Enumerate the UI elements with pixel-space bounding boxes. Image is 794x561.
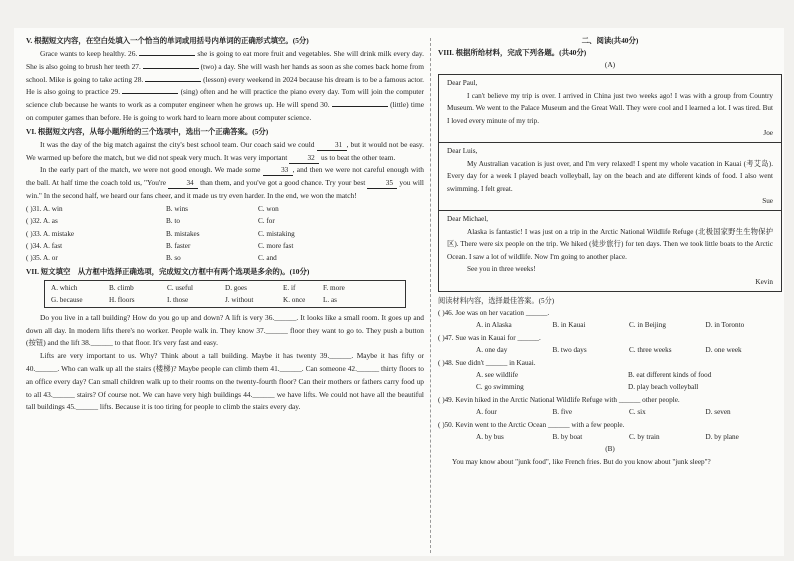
question-46 [438, 307, 782, 332]
letter-greeting: Dear Paul, [447, 79, 478, 87]
cloze-blank-32: 32 [289, 154, 319, 164]
section-6-options [26, 203, 424, 265]
section-7-title: VII. 短文填空 从方框中选择正确选项，完成短文(方框中有两个选项是多余的)。(10分) [26, 266, 310, 276]
left-column [26, 36, 424, 414]
option-row-33: ( )33. A. mistake B. mistakes C. mistaking [26, 229, 295, 238]
letters-box [438, 74, 782, 292]
question-stem: ( )50. Kevin went to the Arctic Ocean ______ with a few people. [438, 420, 625, 429]
question-options: A. four B. five C. six D. seven [476, 408, 731, 417]
cloze-blank-35: 35 [367, 179, 397, 189]
letter-body: My Australian vacation is just over, and I'm very relaxed! I spent my whole vacation in Kauai (考艾岛). Every day for a week I played beach volleyball, lay on the beach and ate different kinds of food. I also went swimming. I felt great. [447, 159, 773, 193]
answer-blank-26[interactable] [139, 55, 195, 56]
cloze-blank-33: 33 [263, 166, 293, 176]
question-options: C. go swimming D. play beach volleyball [476, 383, 699, 392]
subsection-a-label: (A) [604, 60, 616, 69]
answer-blank-29[interactable] [122, 93, 178, 94]
section-7-paragraph-1: Do you live in a tall building? How do you go up and down? A lift is very 36.______. It looks like a small room. It goes up and down all day. In modern lifts there's no worker. People walk in. They know 37.______ floor they want to go to. They push a button (按钮) and the lift 38.______ to that floor. It's very fast and easy. [26, 312, 424, 348]
question-options: A. see wildlife B. eat different kinds of food [476, 370, 712, 379]
answer-blank-28[interactable] [145, 81, 201, 82]
letter-signature: Kevin [755, 277, 773, 286]
exam-page [14, 28, 784, 556]
question-stem: ( )47. Sue was in Kauai for ______. [438, 333, 541, 342]
word-bank-box [44, 280, 406, 308]
section-7-paragraph-2: Lifts are very important to us. Why? Think about a tall building. Maybe it has twenty 39.______. Maybe it has fifty or 40.______. Who can walk up all the stairs (楼梯)? Maybe people can climb them 41.______. Can someone 42.______ thirty floors to an office every day? Can small children walk up to their rooms on the twenty-fourth floor? Can their mothers or fathers carry food up to all 43.______ stairs? Of course not. We can have very high buildings 44.______ we have lifts. We could not have all the beautiful tall buildings 45.______ lifts. Because it is too tiring for people to climb the stairs every day. [26, 351, 424, 412]
question-47 [438, 332, 782, 357]
section-6-paragraph-1: It was the day of the big match against the city's best school team. Our coach said we could 31 , but it would not be easy. We warmed up before the match, but we did not speak very much. It was very important 32 us to beat the other team. [26, 139, 424, 162]
question-options: A. in Alaska B. in Kauai C. in Beijing D. in Toronto [476, 321, 745, 330]
letter-greeting: Dear Luis, [447, 146, 478, 155]
question-stem: ( )46. Joe was on her vacation ______. [438, 308, 550, 317]
right-column [438, 36, 782, 468]
section-6-paragraph-2: In the early part of the match, we were not good enough. We made some 33 , and then we were not careful enough with the ball. At half time the coach told us, "You're 34 than them, and you've got a good chance. Try your best 35 you will win." In the second half, we heard our fans cheer, and it made us try even harder. In the end, we won the match! [26, 165, 424, 200]
column-divider [430, 38, 431, 553]
option-row-35: ( )35. A. or B. so C. and [26, 254, 277, 263]
cloze-blank-34: 34 [168, 179, 198, 189]
letter-to-michael [439, 211, 781, 291]
subsection-b-label: (B) [605, 445, 615, 454]
letter-to-paul [439, 75, 781, 143]
part-2-title: 二、阅读(共40分) [581, 36, 639, 45]
section-5-passage: Grace wants to keep healthy. 26. she is going to eat more fruit and vegetables. She will drink milk every day. She is also going to brush her teeth 27. (two) a day. She will wash her hands as soon as she comes back home from school. Mike is going to take acting 28. (lesson) every weekend in 2024 because his dream is to be a famous actor. He is also going to practice 29. (sing) often and he will practice the piano every day. Tom will join the computer science club because he wants to work as a computer engineer when he grows up. He will spend 30. (little) time on computer games than before. He is going to work hard to learn more about computer science. [26, 49, 425, 122]
question-50 [438, 419, 782, 444]
word-bank-row-2: G. because H. floors I. those J. without K. once L. as [51, 295, 337, 304]
answer-blank-30[interactable] [332, 106, 388, 107]
section-8-title: VIII. 根据所给材料，完成下列各题。(共40分) [438, 48, 587, 57]
letter-signature: Sue [762, 197, 773, 206]
section-6-title: VI. 根据短文内容，从每小题所给的三个选项中，选出一个正确答案。(5分) [26, 126, 269, 136]
question-options: A. one day B. two days C. three weeks D. one week [476, 346, 742, 355]
question-options: A. by bus B. by boat C. by train D. by plane [476, 432, 739, 441]
passage-b-first-line: You may know about "junk food", like French fries. But do you know about "junk sleep"? [452, 457, 711, 466]
letter-body: I can't believe my trip is over. I arrived in China just two weeks ago! I was with a group from Country Museum. We went to the Palace Museum and the Great Wall. They were cool and I learned a lot. I was tired. But I loved every minute of my trip. [447, 91, 773, 125]
option-row-34: ( )34. A. fast B. faster C. more fast [26, 241, 294, 250]
letter-closing: See you in three weeks! [467, 265, 536, 274]
question-48 [438, 357, 782, 394]
question-49 [438, 394, 782, 419]
section-5-title: V. 根据短文内容，在空白处填入一个恰当的单词或用括号内单词的正确形式填空。(5分) [26, 36, 309, 45]
option-row-31: ( )31. A. win B. wins C. won [26, 204, 279, 213]
letter-signature: Joe [763, 129, 773, 138]
cloze-blank-31: 31 [317, 141, 347, 151]
letter-body: Alaska is fantastic! I was just on a trip in the Arctic National Wildlife Refuge (北极国家野生生物保护区). There were six people on the trip. We hiked (徒步旅行) for ten days. Then we took little boats to the Arctic Ocean. I saw a lot of wildlife. Now I'm going to another place. [447, 227, 773, 261]
letter-greeting: Dear Michael, [447, 214, 489, 223]
questions-title: 阅读材料内容，选择最佳答案。(5分) [438, 296, 555, 305]
word-bank-row-1: A. which B. climb C. useful D. goes E. if F. more [51, 283, 345, 292]
question-stem: ( )48. Sue didn't ______ in Kauai. [438, 358, 536, 367]
letter-to-luis [439, 143, 781, 211]
option-row-32: ( )32. A. as B. to C. for [26, 217, 275, 226]
answer-blank-27[interactable] [143, 68, 199, 69]
question-stem: ( )49. Kevin hiked in the Arctic National Wildlife Refuge with ______ other people. [438, 395, 680, 404]
